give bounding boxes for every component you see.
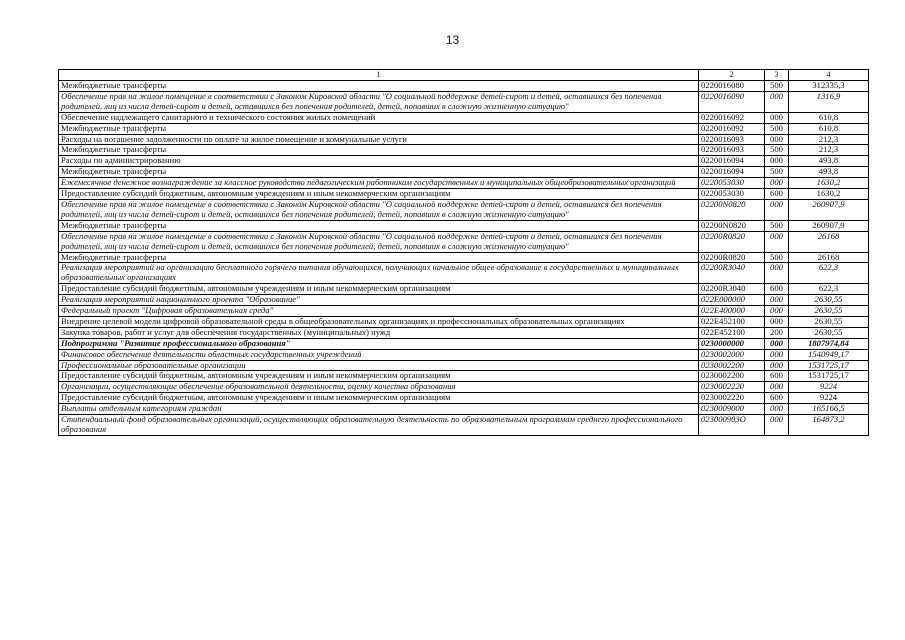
row-type-cell: 500	[765, 81, 789, 92]
row-name-cell: Ежемесячное денежное вознаграждение за классное руководство педагогическим работникам государственных и муниципальных общеобразовательных организаций	[59, 178, 699, 189]
row-code-cell: 02200R0820	[699, 231, 765, 252]
table-row	[59, 220, 869, 231]
row-code-cell: 0230002220	[699, 382, 765, 393]
row-name-cell: Расходы по администрированию	[59, 156, 699, 167]
row-type-cell: 600	[765, 371, 789, 382]
row-amount-cell: 2630,55	[789, 327, 869, 338]
row-name-cell: Предоставление субсидий бюджетным, автономным учреждениям и иным некоммерческим организациям	[59, 189, 699, 200]
row-code-cell: 02200R3040	[699, 263, 765, 284]
row-name-cell: Межбюджетные трансферты	[59, 145, 699, 156]
table-row	[59, 91, 869, 112]
row-amount-cell: 2630,55	[789, 306, 869, 317]
row-type-cell: 500	[765, 220, 789, 231]
row-name-cell: Реализация мероприятий на организацию бесплатного горячего питания обучающихся, получающих начальное общее образование в государственных и муниципальных образовательных организациях	[59, 263, 699, 284]
row-type-cell: 000	[765, 404, 789, 415]
row-type-cell: 000	[765, 263, 789, 284]
row-code-cell: 0220016094	[699, 156, 765, 167]
budget-table-body	[59, 70, 869, 436]
row-code-cell: 022E000000	[699, 295, 765, 306]
row-code-cell: 02200R3040	[699, 284, 765, 295]
row-code-cell: 0230002220	[699, 393, 765, 404]
row-type-cell: 000	[765, 349, 789, 360]
table-row	[59, 360, 869, 371]
row-name-cell: Внедрение целевой модели цифровой образовательной среды в общеобразовательных организациях и профессиональных образовательных организациях	[59, 316, 699, 327]
table-row	[59, 371, 869, 382]
row-name-cell: Стипендиальный фонд образовательных организаций, осуществляющих образовательную деятельность по образовательным программам среднего профессионального образования	[59, 415, 699, 436]
row-amount-cell: 2630,55	[789, 316, 869, 327]
row-amount-cell: 260907,9	[789, 199, 869, 220]
row-amount-cell: 610,8	[789, 123, 869, 134]
row-name-cell: Межбюджетные трансферты	[59, 81, 699, 92]
row-amount-cell: 622,3	[789, 263, 869, 284]
row-code-cell: 0220016090	[699, 91, 765, 112]
row-type-cell: 000	[765, 316, 789, 327]
row-type-cell: 500	[765, 167, 789, 178]
row-type-cell: 500	[765, 145, 789, 156]
row-code-cell: 02200N0820	[699, 220, 765, 231]
table-row	[59, 231, 869, 252]
row-name-cell: Межбюджетные трансферты	[59, 167, 699, 178]
row-type-cell: 000	[765, 360, 789, 371]
row-code-cell: 0220053030	[699, 178, 765, 189]
table-row	[59, 145, 869, 156]
row-amount-cell: 9224	[789, 393, 869, 404]
row-type-cell: 000	[765, 91, 789, 112]
row-type-cell: 500	[765, 123, 789, 134]
row-name-cell: Предоставление субсидий бюджетным, автономным учреждениям и иным некоммерческим организациям	[59, 284, 699, 295]
table-row	[59, 112, 869, 123]
row-code-cell: 0230009000	[699, 404, 765, 415]
row-amount-cell: 610,8	[789, 112, 869, 123]
row-amount-cell: 1807974,84	[789, 338, 869, 349]
row-name-cell: Федеральный проект "Цифровая образовательная среда"	[59, 306, 699, 317]
row-amount-cell: 212,3	[789, 145, 869, 156]
row-code-cell: 0220016080	[699, 81, 765, 92]
row-amount-cell: 493,8	[789, 167, 869, 178]
row-code-cell: 02200R0820	[699, 252, 765, 263]
row-type-cell: 600	[765, 284, 789, 295]
row-code-cell: 022E452100	[699, 327, 765, 338]
table-row	[59, 404, 869, 415]
column-header-code: 2	[699, 70, 765, 81]
row-amount-cell: 165166,5	[789, 404, 869, 415]
row-amount-cell: 1531725,17	[789, 371, 869, 382]
row-amount-cell: 164873,2	[789, 415, 869, 436]
row-code-cell: 0220016093	[699, 134, 765, 145]
row-amount-cell: 1540949,17	[789, 349, 869, 360]
row-amount-cell: 26168	[789, 252, 869, 263]
row-name-cell: Обеспечение прав на жилое помещение в соответствии с Законом Кировской области "О социальной поддержке детей-сирот и детей, оставшихся без попечения родителей, лиц из числа детей-сирот и детей, оставшихся без попечения родителей, детей, попавших в сложную жизненную ситуацию"	[59, 231, 699, 252]
row-code-cell: 023000903О	[699, 415, 765, 436]
table-row	[59, 316, 869, 327]
table-row	[59, 252, 869, 263]
table-row	[59, 81, 869, 92]
table-row	[59, 123, 869, 134]
row-code-cell: 0230002200	[699, 360, 765, 371]
table-row	[59, 327, 869, 338]
row-name-cell: Закупка товаров, работ и услуг для обеспечения государственных (муниципальных) нужд	[59, 327, 699, 338]
table-row	[59, 167, 869, 178]
table-header-row	[59, 70, 869, 81]
column-header-amount: 4	[789, 70, 869, 81]
row-amount-cell: 1316,9	[789, 91, 869, 112]
table-row	[59, 393, 869, 404]
row-code-cell: 0230002200	[699, 371, 765, 382]
row-amount-cell: 2630,55	[789, 295, 869, 306]
table-row	[59, 306, 869, 317]
row-type-cell: 000	[765, 231, 789, 252]
row-code-cell: 0220016092	[699, 112, 765, 123]
table-row	[59, 199, 869, 220]
table-row	[59, 338, 869, 349]
table-row	[59, 382, 869, 393]
table-row	[59, 178, 869, 189]
row-name-cell: Организации, осуществляющие обеспечение образовательной деятельности, оценку качества образования	[59, 382, 699, 393]
row-code-cell: 0230002000	[699, 349, 765, 360]
row-amount-cell: 622,3	[789, 284, 869, 295]
table-row	[59, 134, 869, 145]
row-type-cell: 000	[765, 295, 789, 306]
row-amount-cell: 1531725,17	[789, 360, 869, 371]
table-row	[59, 156, 869, 167]
row-type-cell: 600	[765, 393, 789, 404]
row-name-cell: Реализация мероприятий национального проекта "Образование"	[59, 295, 699, 306]
column-header-name: 1	[59, 70, 699, 81]
row-amount-cell: 1630,2	[789, 189, 869, 200]
row-type-cell: 000	[765, 112, 789, 123]
row-code-cell: 02200N0820	[699, 199, 765, 220]
row-code-cell: 0230000000	[699, 338, 765, 349]
table-row	[59, 415, 869, 436]
row-amount-cell: 312335,3	[789, 81, 869, 92]
row-type-cell: 000	[765, 156, 789, 167]
row-type-cell: 000	[765, 134, 789, 145]
row-amount-cell: 1630,2	[789, 178, 869, 189]
row-code-cell: 0220053030	[699, 189, 765, 200]
table-row	[59, 263, 869, 284]
row-type-cell: 000	[765, 199, 789, 220]
row-amount-cell: 212,3	[789, 134, 869, 145]
table-row	[59, 349, 869, 360]
row-name-cell: Предоставление субсидий бюджетным, автономным учреждениям и иным некоммерческим организациям	[59, 371, 699, 382]
row-amount-cell: 260907,9	[789, 220, 869, 231]
row-type-cell: 000	[765, 338, 789, 349]
budget-table	[58, 69, 869, 436]
row-type-cell: 000	[765, 178, 789, 189]
row-type-cell: 000	[765, 382, 789, 393]
row-name-cell: Межбюджетные трансферты	[59, 123, 699, 134]
row-name-cell: Межбюджетные трансферты	[59, 220, 699, 231]
row-type-cell: 200	[765, 327, 789, 338]
row-name-cell: Обеспечение прав на жилое помещение в соответствии с Законом Кировской области "О социальной поддержке детей-сирот и детей, оставшихся без попечения родителей, лиц из числа детей-сирот и детей, оставшихся без попечения родителей, детей, попавших в сложную жизненную ситуацию"	[59, 91, 699, 112]
page-number: 13	[445, 33, 460, 47]
row-code-cell: 0220016092	[699, 123, 765, 134]
row-type-cell: 000	[765, 415, 789, 436]
row-name-cell: Подпрограмма "Развитие профессионального образования"	[59, 338, 699, 349]
table-row	[59, 284, 869, 295]
row-name-cell: Предоставление субсидий бюджетным, автономным учреждениям и иным некоммерческим организациям	[59, 393, 699, 404]
row-name-cell: Профессиональные образовательные организации	[59, 360, 699, 371]
row-code-cell: 022E400000	[699, 306, 765, 317]
row-amount-cell: 26168	[789, 231, 869, 252]
row-code-cell: 0220016093	[699, 145, 765, 156]
row-name-cell: Выплаты отдельным категориям граждан	[59, 404, 699, 415]
row-type-cell: 000	[765, 306, 789, 317]
column-header-type: 3	[765, 70, 789, 81]
row-name-cell: Финансовое обеспечение деятельности областных государственных учреждений	[59, 349, 699, 360]
table-row	[59, 295, 869, 306]
row-type-cell: 500	[765, 252, 789, 263]
row-name-cell: Расходы на погашение задолженности по оплате за жилое помещение и коммунальные услуги	[59, 134, 699, 145]
row-name-cell: Обеспечение прав на жилое помещение в соответствии с Законом Кировской области "О социальной поддержке детей-сирот и детей, оставшихся без попечения родителей, лиц из числа детей-сирот и детей, оставшихся без попечения родителей, детей, попавших в сложную жизненную ситуацию"	[59, 199, 699, 220]
row-name-cell: Обеспечение надлежащего санитарного и технического состояния жилых помещений	[59, 112, 699, 123]
row-amount-cell: 493,8	[789, 156, 869, 167]
row-code-cell: 0220016094	[699, 167, 765, 178]
row-amount-cell: 9224	[789, 382, 869, 393]
row-name-cell: Межбюджетные трансферты	[59, 252, 699, 263]
table-row	[59, 189, 869, 200]
row-type-cell: 600	[765, 189, 789, 200]
row-code-cell: 022E452100	[699, 316, 765, 327]
